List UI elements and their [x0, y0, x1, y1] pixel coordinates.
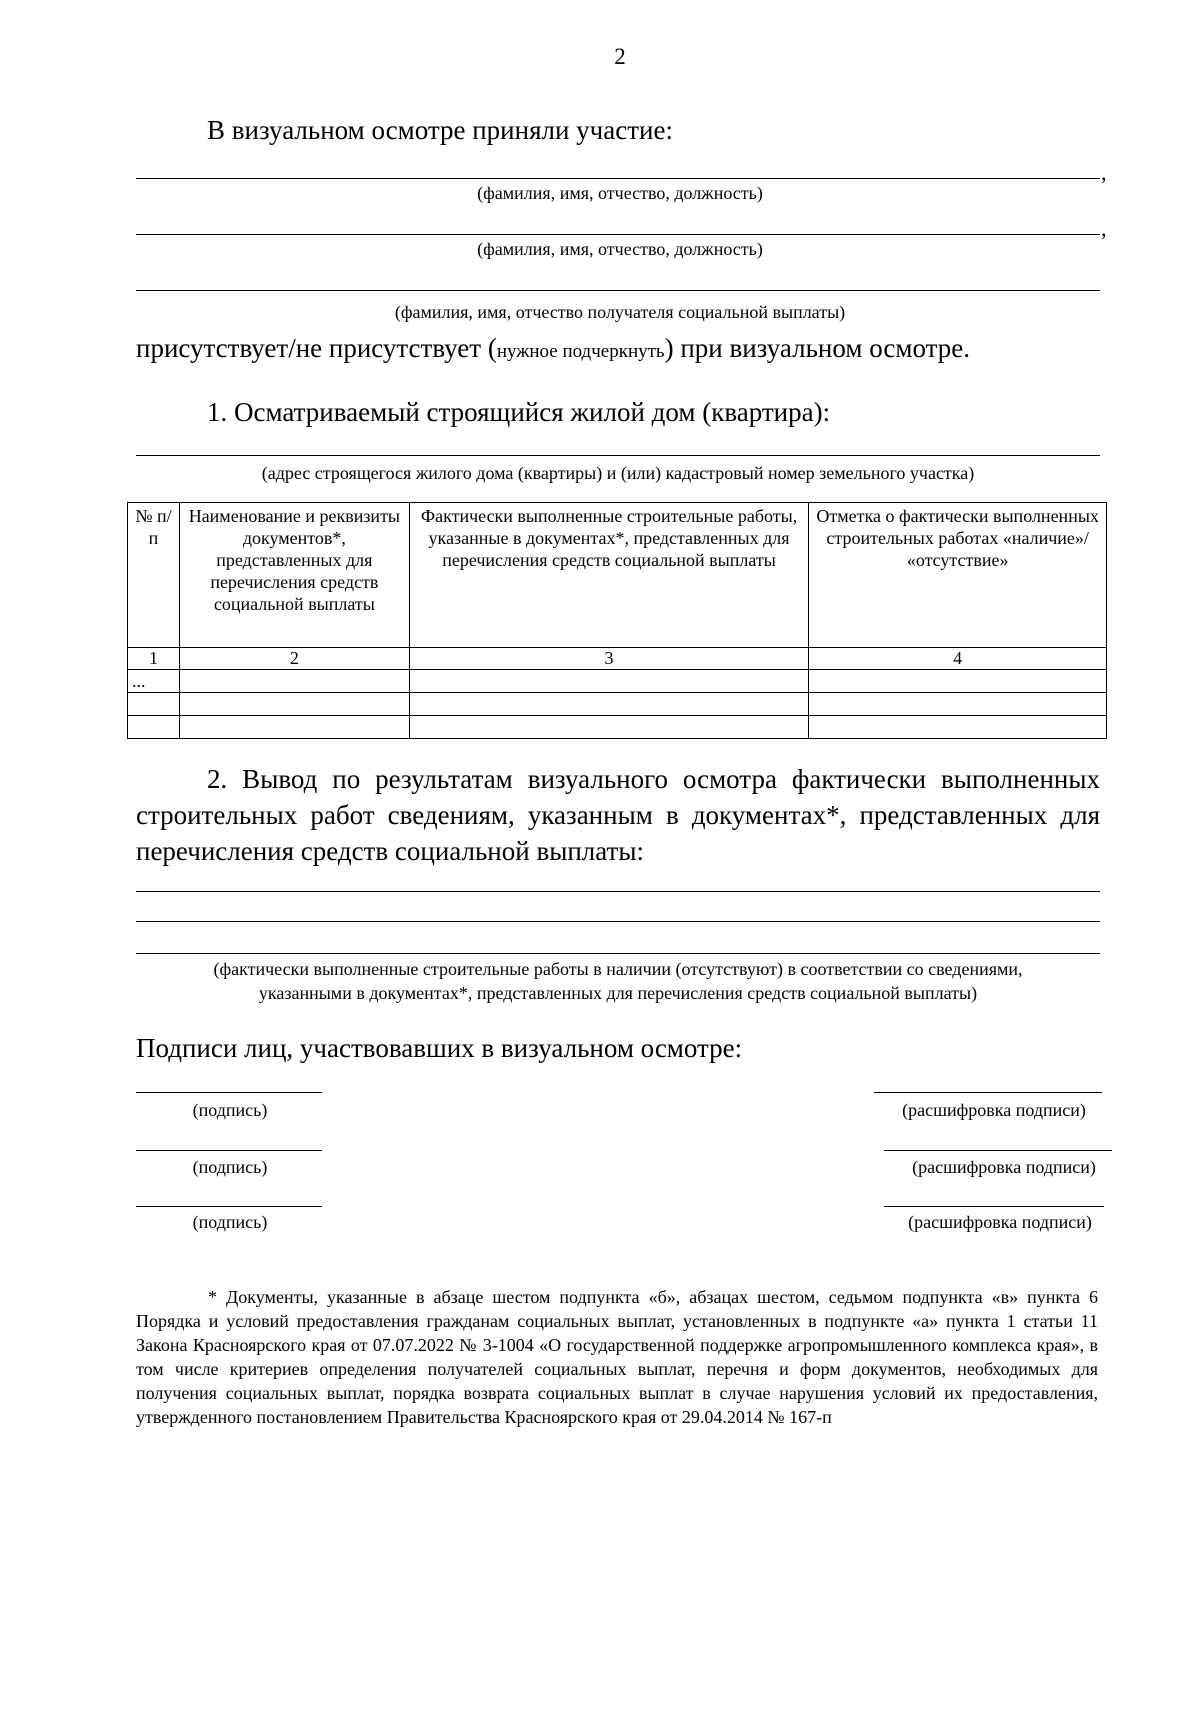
table-cell-ellipsis[interactable]: ... — [128, 670, 180, 693]
recipient-line[interactable] — [136, 290, 1100, 291]
works-table — [127, 502, 1107, 739]
table-cell[interactable] — [409, 716, 809, 739]
section-1-heading: 1. Осматриваемый строящийся жилой дом (квартира): — [207, 397, 831, 427]
signature-3-line[interactable] — [136, 1206, 322, 1207]
table-cell[interactable] — [809, 670, 1107, 693]
participant-1-line[interactable] — [136, 178, 1100, 179]
page-number: 2 — [614, 44, 626, 69]
footnote-text: * Документы, указанные в абзаце шестом подпункта «б», абзацах шестом, седьмом подпункта «в» пункта 6 Порядка и условий предоставления гражданам социальных выплат, установленных в подпункте «а» пункта 1 статьи 11 Закона Красноярского края от 07.07.2022 № 3-1004 «О государственной поддержке агропромышленного комплекса края», в том числе критериев определения получателей социальных выплат, перечня и форм документов, необходимых для получения социальных выплат, порядка возврата социальных выплат в случае нарушения условий их предоставления, утвержденного постановлением Правительства Красноярского края от 29.04.2014 № 167-п — [136, 1287, 1098, 1427]
signature-2-label: (подпись) — [192, 1157, 268, 1177]
signatures-heading: Подписи лиц, участвовавших в визуальном осмотре: — [136, 1033, 743, 1063]
section-2-line-2 — [136, 797, 1100, 833]
table-cell[interactable] — [179, 716, 409, 739]
decode-1-label: (расшифровка подписи) — [902, 1100, 1086, 1120]
participant-1-caption: (фамилия, имя, отчество, должность) — [477, 183, 763, 203]
signature-1-line[interactable] — [136, 1092, 322, 1093]
presence-underline-hint: нужное подчеркнуть — [496, 341, 665, 362]
conclusion-line-2[interactable] — [136, 921, 1100, 922]
table-cell[interactable] — [128, 716, 180, 739]
table-row — [128, 670, 1107, 693]
decode-3-label: (расшифровка подписи) — [908, 1212, 1092, 1232]
presence-before: присутствует/не присутствует ( — [136, 333, 497, 363]
signature-3-label: (подпись) — [192, 1212, 268, 1232]
conclusion-line-3[interactable] — [136, 953, 1100, 954]
table-cell[interactable] — [809, 693, 1107, 716]
table-cell[interactable] — [409, 693, 809, 716]
address-line[interactable] — [136, 455, 1100, 456]
column-number-4: 4 — [809, 648, 1107, 670]
participant-1-comma: , — [1101, 160, 1107, 185]
decode-2-label: (расшифровка подписи) — [912, 1157, 1096, 1177]
column-number-2: 2 — [179, 648, 409, 670]
decode-3-line[interactable] — [884, 1206, 1104, 1207]
table-cell[interactable] — [128, 693, 180, 716]
footnote — [136, 1285, 1098, 1429]
signature-2-line[interactable] — [136, 1150, 322, 1151]
participant-2-line[interactable] — [136, 234, 1100, 235]
decode-2-line[interactable] — [884, 1150, 1112, 1151]
section-2-line-1-text: 2. Вывод по результатам визуального осмотра фактически выполненных — [207, 764, 1100, 794]
signature-1-label: (подпись) — [192, 1100, 268, 1120]
section-2-line-3: перечисления средств социальной выплаты: — [136, 836, 644, 866]
header-works: Фактически выполненные строительные работы, указанные в документах*, представленных для перечисления средств социальной выплаты — [409, 503, 809, 648]
participants-heading: В визуальном осмотре приняли участие: — [207, 115, 673, 145]
section-2-line-1 — [207, 761, 1100, 797]
table-cell[interactable] — [179, 670, 409, 693]
column-number-3: 3 — [409, 648, 809, 670]
table-row — [128, 693, 1107, 716]
presence-after: ) при визуальном осмотре. — [664, 333, 970, 363]
participant-2-caption: (фамилия, имя, отчество, должность) — [477, 239, 763, 259]
conclusion-line-1[interactable] — [136, 891, 1100, 892]
decode-1-line[interactable] — [874, 1092, 1102, 1093]
presence-statement — [136, 330, 970, 370]
conclusion-caption-1: (фактически выполненные строительные работы в наличии (отсутствуют) в соответствии со сведениями, — [213, 959, 1023, 979]
header-mark: Отметка о фактически выполненных строительных работах «наличие»/ «отсутствие» — [809, 503, 1107, 648]
recipient-caption: (фамилия, имя, отчество получателя социальной выплаты) — [394, 302, 846, 322]
table-cell[interactable] — [179, 693, 409, 716]
table-row — [128, 716, 1107, 739]
table-column-numbers-row — [128, 648, 1107, 670]
participant-2-comma: , — [1101, 216, 1107, 241]
table-header-row — [128, 503, 1107, 648]
address-caption: (адрес строящегося жилого дома (квартиры) и (или) кадастровый номер земельного участка) — [261, 463, 975, 483]
header-number: № п/п — [128, 503, 180, 648]
conclusion-caption-2: указанными в документах*, представленных для перечисления средств социальной выплаты) — [258, 983, 978, 1003]
table-cell[interactable] — [809, 716, 1107, 739]
column-number-1: 1 — [128, 648, 180, 670]
section-2-line-2-text: строительных работ сведениям, указанным в документах*, представленных для — [136, 800, 1100, 830]
header-documents: Наименование и реквизиты документов*, представленных для перечисления средств социальной выплаты — [179, 503, 409, 648]
table-cell[interactable] — [409, 670, 809, 693]
